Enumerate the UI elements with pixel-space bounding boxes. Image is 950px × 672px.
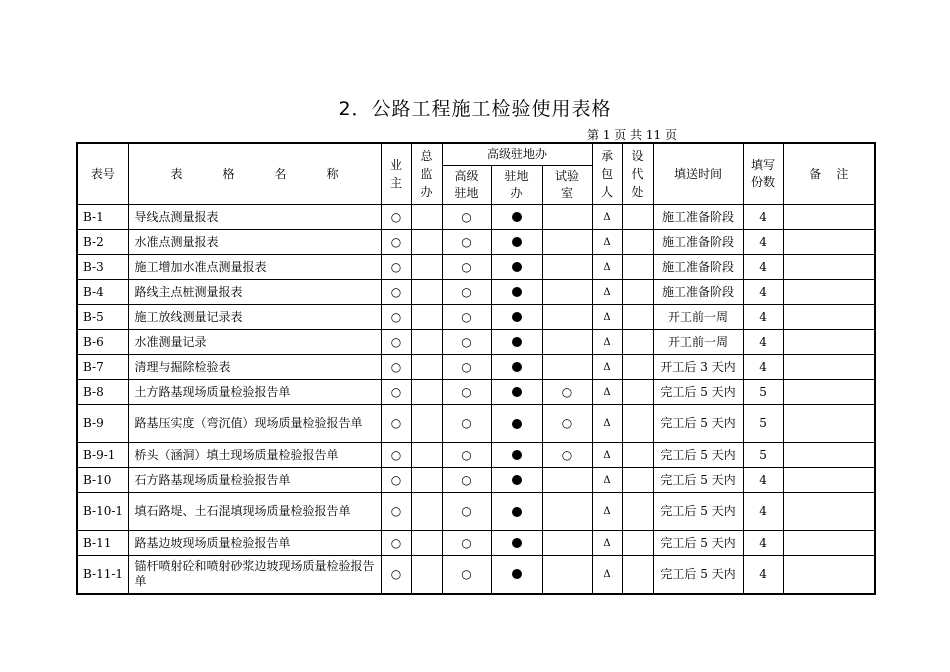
cell-owner: ○: [381, 230, 411, 255]
table-row: [77, 255, 875, 280]
cell-design: [622, 380, 653, 405]
cell-contractor: Δ: [592, 405, 622, 443]
header-chief-text: 总监办: [420, 149, 433, 199]
cell-chief: [411, 556, 442, 594]
cell-remarks: [783, 230, 875, 255]
cell-owner: ○: [381, 468, 411, 493]
cell-code: B-11-1: [77, 556, 128, 594]
filled-dot-icon: [512, 287, 522, 297]
cell-name: 路基边坡现场质量检验报告单: [128, 531, 381, 556]
cell-code: B-7: [77, 355, 128, 380]
cell-name: 路基压实度（弯沉值）现场质量检验报告单: [128, 405, 381, 443]
cell-senior-station: ○: [442, 280, 491, 305]
cell-copies: 5: [743, 405, 783, 443]
cell-lab: [542, 280, 592, 305]
cell-lab: ○: [542, 380, 592, 405]
filled-dot-icon: [512, 337, 522, 347]
filled-dot-icon: [512, 538, 522, 548]
header-submit-time: 填送时间: [653, 143, 743, 205]
cell-copies: 4: [743, 556, 783, 594]
cell-code: B-10-1: [77, 493, 128, 531]
table-row: [77, 280, 875, 305]
header-name-text: 表格名称: [170, 166, 379, 181]
cell-lab: [542, 205, 592, 230]
cell-lab: ○: [542, 443, 592, 468]
cell-design: [622, 493, 653, 531]
cell-remarks: [783, 556, 875, 594]
cell-copies: 4: [743, 280, 783, 305]
cell-design: [622, 205, 653, 230]
page-number: 第 1 页 共 11 页: [587, 128, 677, 142]
header-design: [622, 143, 653, 205]
cell-lab: [542, 556, 592, 594]
header-code: 表号: [77, 143, 128, 205]
cell-station-office: [491, 443, 542, 468]
header-row-1: [77, 143, 875, 166]
cell-owner: ○: [381, 493, 411, 531]
cell-senior-station: ○: [442, 205, 491, 230]
cell-senior-station: ○: [442, 531, 491, 556]
cell-contractor: Δ: [592, 380, 622, 405]
cell-name: 石方路基现场质量检验报告单: [128, 468, 381, 493]
cell-name: 施工放线测量记录表: [128, 305, 381, 330]
cell-contractor: Δ: [592, 556, 622, 594]
cell-senior-station: ○: [442, 443, 491, 468]
table-row: [77, 205, 875, 230]
cell-submit-time: 开工前一周: [653, 305, 743, 330]
cell-submit-time: 施工准备阶段: [653, 255, 743, 280]
cell-name: 锚杆喷射砼和喷射砂浆边坡现场质量检验报告单: [128, 556, 381, 594]
header-senior-station: [442, 166, 491, 205]
cell-submit-time: 施工准备阶段: [653, 205, 743, 230]
header-remarks: 备 注: [783, 143, 875, 205]
header-lab-text: 试验室: [555, 169, 580, 201]
cell-contractor: Δ: [592, 230, 622, 255]
cell-contractor: Δ: [592, 280, 622, 305]
cell-copies: 5: [743, 380, 783, 405]
cell-contractor: Δ: [592, 205, 622, 230]
cell-owner: ○: [381, 556, 411, 594]
cell-contractor: Δ: [592, 255, 622, 280]
cell-code: B-4: [77, 280, 128, 305]
cell-copies: 4: [743, 205, 783, 230]
cell-design: [622, 330, 653, 355]
cell-lab: [542, 355, 592, 380]
cell-code: B-5: [77, 305, 128, 330]
cell-remarks: [783, 205, 875, 230]
cell-code: B-6: [77, 330, 128, 355]
cell-chief: [411, 330, 442, 355]
cell-senior-station: ○: [442, 493, 491, 531]
cell-chief: [411, 468, 442, 493]
cell-name: 土方路基现场质量检验报告单: [128, 380, 381, 405]
cell-station-office: [491, 405, 542, 443]
table-row: [77, 305, 875, 330]
cell-code: B-8: [77, 380, 128, 405]
cell-copies: 4: [743, 493, 783, 531]
filled-dot-icon: [512, 362, 522, 372]
cell-chief: [411, 531, 442, 556]
cell-chief: [411, 305, 442, 330]
filled-dot-icon: [512, 212, 522, 222]
cell-chief: [411, 380, 442, 405]
cell-contractor: Δ: [592, 468, 622, 493]
cell-lab: [542, 255, 592, 280]
header-name: [128, 143, 381, 205]
cell-name: 导线点测量报表: [128, 205, 381, 230]
cell-copies: 4: [743, 531, 783, 556]
header-contractor-text: 承包人: [601, 149, 614, 199]
filled-dot-icon: [512, 569, 522, 579]
cell-senior-station: ○: [442, 405, 491, 443]
cell-station-office: [491, 380, 542, 405]
cell-owner: ○: [381, 380, 411, 405]
cell-submit-time: 施工准备阶段: [653, 280, 743, 305]
cell-lab: [542, 531, 592, 556]
cell-code: B-11: [77, 531, 128, 556]
cell-contractor: Δ: [592, 330, 622, 355]
cell-remarks: [783, 280, 875, 305]
cell-senior-station: ○: [442, 380, 491, 405]
cell-owner: ○: [381, 443, 411, 468]
cell-senior-station: ○: [442, 305, 491, 330]
cell-name: 水准点测量报表: [128, 230, 381, 255]
cell-chief: [411, 205, 442, 230]
cell-contractor: Δ: [592, 493, 622, 531]
cell-copies: 4: [743, 305, 783, 330]
cell-copies: 5: [743, 443, 783, 468]
cell-name: 水准测量记录: [128, 330, 381, 355]
filled-dot-icon: [512, 312, 522, 322]
inspection-forms-table: [76, 142, 876, 595]
cell-copies: 4: [743, 355, 783, 380]
cell-chief: [411, 355, 442, 380]
cell-chief: [411, 443, 442, 468]
header-owner: [381, 143, 411, 205]
cell-contractor: Δ: [592, 531, 622, 556]
cell-lab: [542, 330, 592, 355]
cell-owner: ○: [381, 405, 411, 443]
page-title: 2．公路工程施工检验使用表格: [338, 98, 612, 120]
cell-design: [622, 443, 653, 468]
cell-design: [622, 531, 653, 556]
cell-remarks: [783, 468, 875, 493]
cell-contractor: Δ: [592, 355, 622, 380]
cell-owner: ○: [381, 330, 411, 355]
cell-senior-station: ○: [442, 468, 491, 493]
cell-submit-time: 完工后 5 天内: [653, 443, 743, 468]
cell-station-office: [491, 305, 542, 330]
cell-code: B-1: [77, 205, 128, 230]
table-row: [77, 380, 875, 405]
header-copies-text: 填写份数: [751, 158, 776, 189]
cell-design: [622, 255, 653, 280]
cell-station-office: [491, 493, 542, 531]
cell-copies: 4: [743, 230, 783, 255]
cell-name: 桥头（涵洞）填土现场质量检验报告单: [128, 443, 381, 468]
filled-dot-icon: [512, 262, 522, 272]
cell-station-office: [491, 468, 542, 493]
cell-senior-station: ○: [442, 230, 491, 255]
filled-dot-icon: [512, 507, 522, 517]
cell-chief: [411, 255, 442, 280]
cell-chief: [411, 493, 442, 531]
cell-station-office: [491, 280, 542, 305]
header-copies: [743, 143, 783, 205]
header-station-office: [491, 166, 542, 205]
cell-station-office: [491, 205, 542, 230]
cell-name: 路线主点桩测量报表: [128, 280, 381, 305]
header-owner-text: 业主: [390, 158, 403, 190]
header-senior-station-text: 高级驻地: [454, 169, 479, 201]
cell-remarks: [783, 330, 875, 355]
cell-copies: 4: [743, 330, 783, 355]
cell-submit-time: 完工后 5 天内: [653, 405, 743, 443]
filled-dot-icon: [512, 237, 522, 247]
cell-copies: 4: [743, 255, 783, 280]
cell-code: B-10: [77, 468, 128, 493]
table-row: [77, 443, 875, 468]
cell-name: 施工增加水准点测量报表: [128, 255, 381, 280]
cell-submit-time: 完工后 5 天内: [653, 468, 743, 493]
filled-dot-icon: [512, 387, 522, 397]
table-row: [77, 493, 875, 531]
cell-senior-station: ○: [442, 255, 491, 280]
cell-submit-time: 开工后 3 天内: [653, 355, 743, 380]
cell-senior-station: ○: [442, 556, 491, 594]
cell-design: [622, 280, 653, 305]
header-contractor: [592, 143, 622, 205]
cell-submit-time: 完工后 5 天内: [653, 556, 743, 594]
cell-design: [622, 305, 653, 330]
cell-chief: [411, 405, 442, 443]
cell-owner: ○: [381, 255, 411, 280]
cell-chief: [411, 280, 442, 305]
cell-submit-time: 完工后 5 天内: [653, 380, 743, 405]
cell-station-office: [491, 255, 542, 280]
table-row: [77, 531, 875, 556]
cell-design: [622, 556, 653, 594]
cell-lab: [542, 305, 592, 330]
cell-remarks: [783, 380, 875, 405]
cell-submit-time: 完工后 5 天内: [653, 493, 743, 531]
cell-chief: [411, 230, 442, 255]
cell-owner: ○: [381, 531, 411, 556]
cell-name: 清理与掘除检验表: [128, 355, 381, 380]
table-row: [77, 355, 875, 380]
header-design-text: 设代处: [631, 149, 644, 199]
cell-copies: 4: [743, 468, 783, 493]
cell-lab: [542, 468, 592, 493]
cell-station-office: [491, 330, 542, 355]
cell-code: B-3: [77, 255, 128, 280]
cell-contractor: Δ: [592, 305, 622, 330]
cell-design: [622, 230, 653, 255]
cell-code: B-9: [77, 405, 128, 443]
cell-name: 填石路堤、土石混填现场质量检验报告单: [128, 493, 381, 531]
cell-owner: ○: [381, 305, 411, 330]
cell-station-office: [491, 230, 542, 255]
filled-dot-icon: [512, 475, 522, 485]
table-row: [77, 468, 875, 493]
cell-remarks: [783, 355, 875, 380]
cell-design: [622, 468, 653, 493]
cell-lab: ○: [542, 405, 592, 443]
cell-submit-time: 完工后 5 天内: [653, 531, 743, 556]
cell-senior-station: ○: [442, 330, 491, 355]
header-lab: [542, 166, 592, 205]
cell-owner: ○: [381, 280, 411, 305]
header-station-office-text: 驻地办: [504, 169, 529, 201]
table-row: [77, 556, 875, 594]
cell-remarks: [783, 493, 875, 531]
filled-dot-icon: [512, 419, 522, 429]
table-row: [77, 405, 875, 443]
cell-code: B-9-1: [77, 443, 128, 468]
table-row: [77, 230, 875, 255]
cell-design: [622, 405, 653, 443]
cell-lab: [542, 230, 592, 255]
filled-dot-icon: [512, 450, 522, 460]
cell-senior-station: ○: [442, 355, 491, 380]
cell-code: B-2: [77, 230, 128, 255]
cell-station-office: [491, 531, 542, 556]
cell-submit-time: 开工前一周: [653, 330, 743, 355]
cell-remarks: [783, 305, 875, 330]
cell-remarks: [783, 255, 875, 280]
cell-station-office: [491, 556, 542, 594]
cell-contractor: Δ: [592, 443, 622, 468]
cell-remarks: [783, 531, 875, 556]
cell-submit-time: 施工准备阶段: [653, 230, 743, 255]
cell-owner: ○: [381, 355, 411, 380]
cell-design: [622, 355, 653, 380]
header-chief: [411, 143, 442, 205]
table-row: [77, 330, 875, 355]
cell-owner: ○: [381, 205, 411, 230]
cell-station-office: [491, 355, 542, 380]
cell-remarks: [783, 405, 875, 443]
cell-remarks: [783, 443, 875, 468]
header-senior-office: 高级驻地办: [442, 143, 592, 166]
cell-lab: [542, 493, 592, 531]
